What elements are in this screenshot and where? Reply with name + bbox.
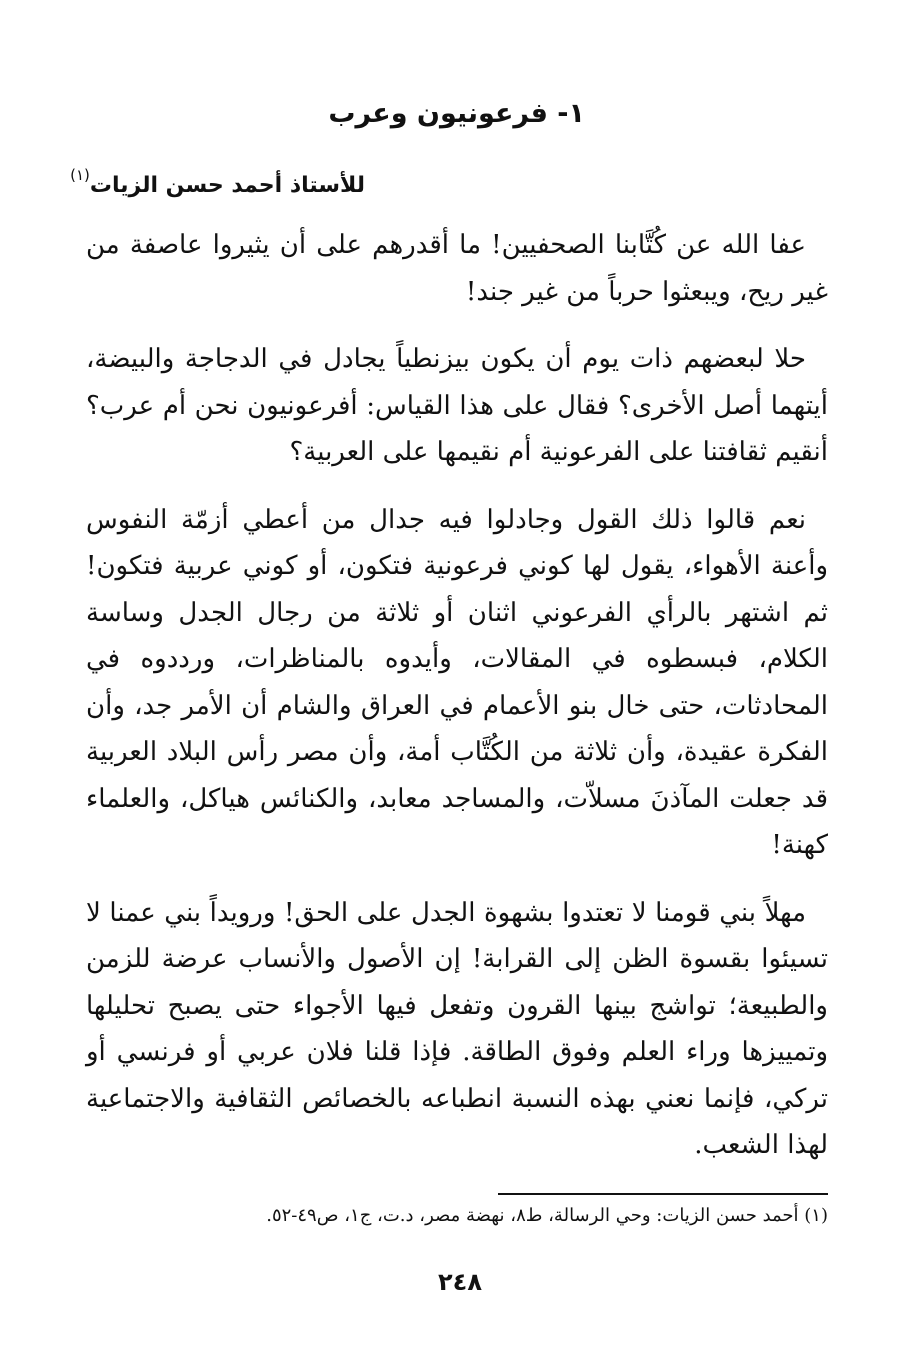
footnote-marker: (١) (70, 166, 90, 184)
footnote-divider (498, 1193, 828, 1195)
page-number: ٢٤٨ (438, 1268, 482, 1296)
article-body (86, 222, 828, 1190)
footnote: (١) أحمد حسن الزيات: وحي الرسالة، ط٨، نهضة مصر، د.ت، ج١، ص٤٩-٥٢. (266, 1205, 828, 1226)
paragraph-2: حلا لبعضهم ذات يوم أن يكون بيزنطياً يجادل في الدجاجة والبيضة، أيتهما أصل الأخرى؟ فقال على هذا القياس: أفرعونيون نحن أم عرب؟ أنقيم ثقافتنا على الفرعونية أم نقيمها على العربية؟ (86, 344, 828, 467)
author-line (70, 166, 365, 198)
paragraph-1: عفا الله عن كُتَّابنا الصحفيين! ما أقدرهم على أن يثيروا عاصفة من غير ريح، ويبعثوا حرباً من غير جند! (86, 230, 828, 307)
paragraph-3: نعم قالوا ذلك القول وجادلوا فيه جدال من أعطي أزمّة النفوس وأعنة الأهواء، يقول لها كوني فرعونية فتكون، أو كوني عربية فتكون! ثم اشتهر بالرأي الفرعوني اثنان أو ثلاثة من رجال الجدل وساسة الكلام، فبسطوه في المقالات، وأيدوه بالمناظرات، ورددوه في المحادثات، حتى خال بنو الأعمام في العراق والشام أن الأمر جد، وأن الفكرة عقيدة، وأن ثلاثة من الكُتَّاب أمة، وأن مصر رأس البلاد العربية قد جعلت المآذنَ مسلاّت، والمساجد معابد، والكنائس هياكل، والعلماء كهنة! (86, 504, 828, 860)
paragraph-4: مهلاً بني قومنا لا تعتدوا بشهوة الجدل على الحق! ورويداً بني عمنا لا تسيئوا بقسوة الظن إلى القرابة! إن الأصول والأنساب عرضة للزمن والطبيعة؛ تواشج بينها القرون وتفعل فيها الأجواء حتى يصبح تحليلها وتمييزها وراء العلم وفوق الطاقة. فإذا قلنا فلان عربي أو فرنسي أو تركي، فإنما نعني بهذه النسبة انطباعه بالخصائص الثقافية والاجتماعية لهذا الشعب. (86, 897, 829, 1160)
chapter-title: ١- فرعونيون وعرب (328, 98, 585, 129)
author-name: للأستاذ أحمد حسن الزيات (89, 173, 365, 198)
